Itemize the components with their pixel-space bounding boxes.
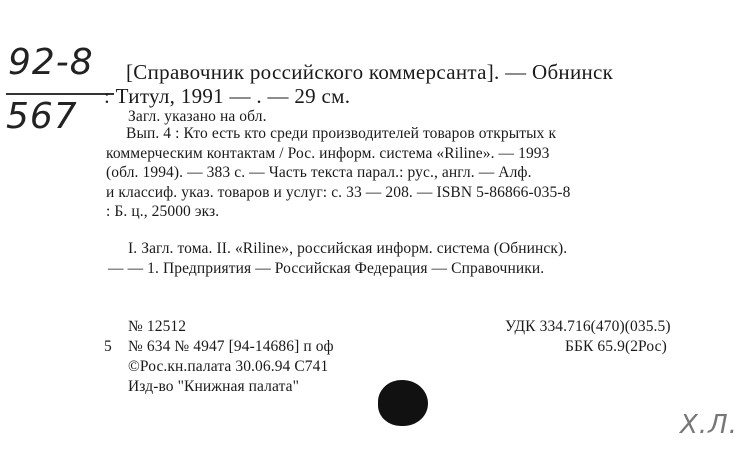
ink-blot xyxy=(378,380,428,426)
issue-line: коммерческим контактам / Рос. информ. система «Riline». — 1993 xyxy=(106,145,550,162)
call-number-bottom: 567 xyxy=(6,96,78,137)
udc-code: УДК 334.716(470)(035.5) xyxy=(505,318,671,335)
bbk-code: ББК 65.9(2Рос) xyxy=(565,338,667,355)
tracing-line: — — 1. Предприятия — Российская Федерация — Справочники. xyxy=(108,260,545,277)
card-number: № 12512 xyxy=(128,318,187,335)
tracing-line: I. Загл. тома. II. «Riline», российская информ. система (Обнинск). xyxy=(128,240,568,257)
publisher-imprint: Изд-во "Книжная палата" xyxy=(128,378,300,395)
record-publisher: : Титул, 1991 — . — 29 см. xyxy=(104,84,351,108)
issue-line: и классиф. указ. товаров и услуг: с. 33 — 208. — ISBN 5-86866-035-8 xyxy=(106,184,571,201)
issue-line: Вып. 4 : Кто есть кто среди производителей товаров открытых к xyxy=(126,125,557,142)
record-title: [Справочник российского коммерсанта]. — Обнинск xyxy=(126,60,614,84)
book-chamber-line: ©Рос.кн.палата 30.06.94 С741 xyxy=(128,358,329,375)
order-line: № 634 № 4947 [94-14686] п оф xyxy=(128,338,334,355)
call-number-top: 92-8 xyxy=(8,42,94,83)
issue-line: : Б. ц., 25000 экз. xyxy=(106,203,220,220)
handwritten-mark: Х.Л. xyxy=(680,410,738,440)
issue-line: (обл. 1994). — 383 с. — Часть текста парал.: рус., англ. — Алф. xyxy=(106,164,532,181)
record-note: Загл. указано на обл. xyxy=(128,108,267,125)
order-prefix: 5 xyxy=(104,338,112,355)
call-number-divider xyxy=(6,93,114,95)
